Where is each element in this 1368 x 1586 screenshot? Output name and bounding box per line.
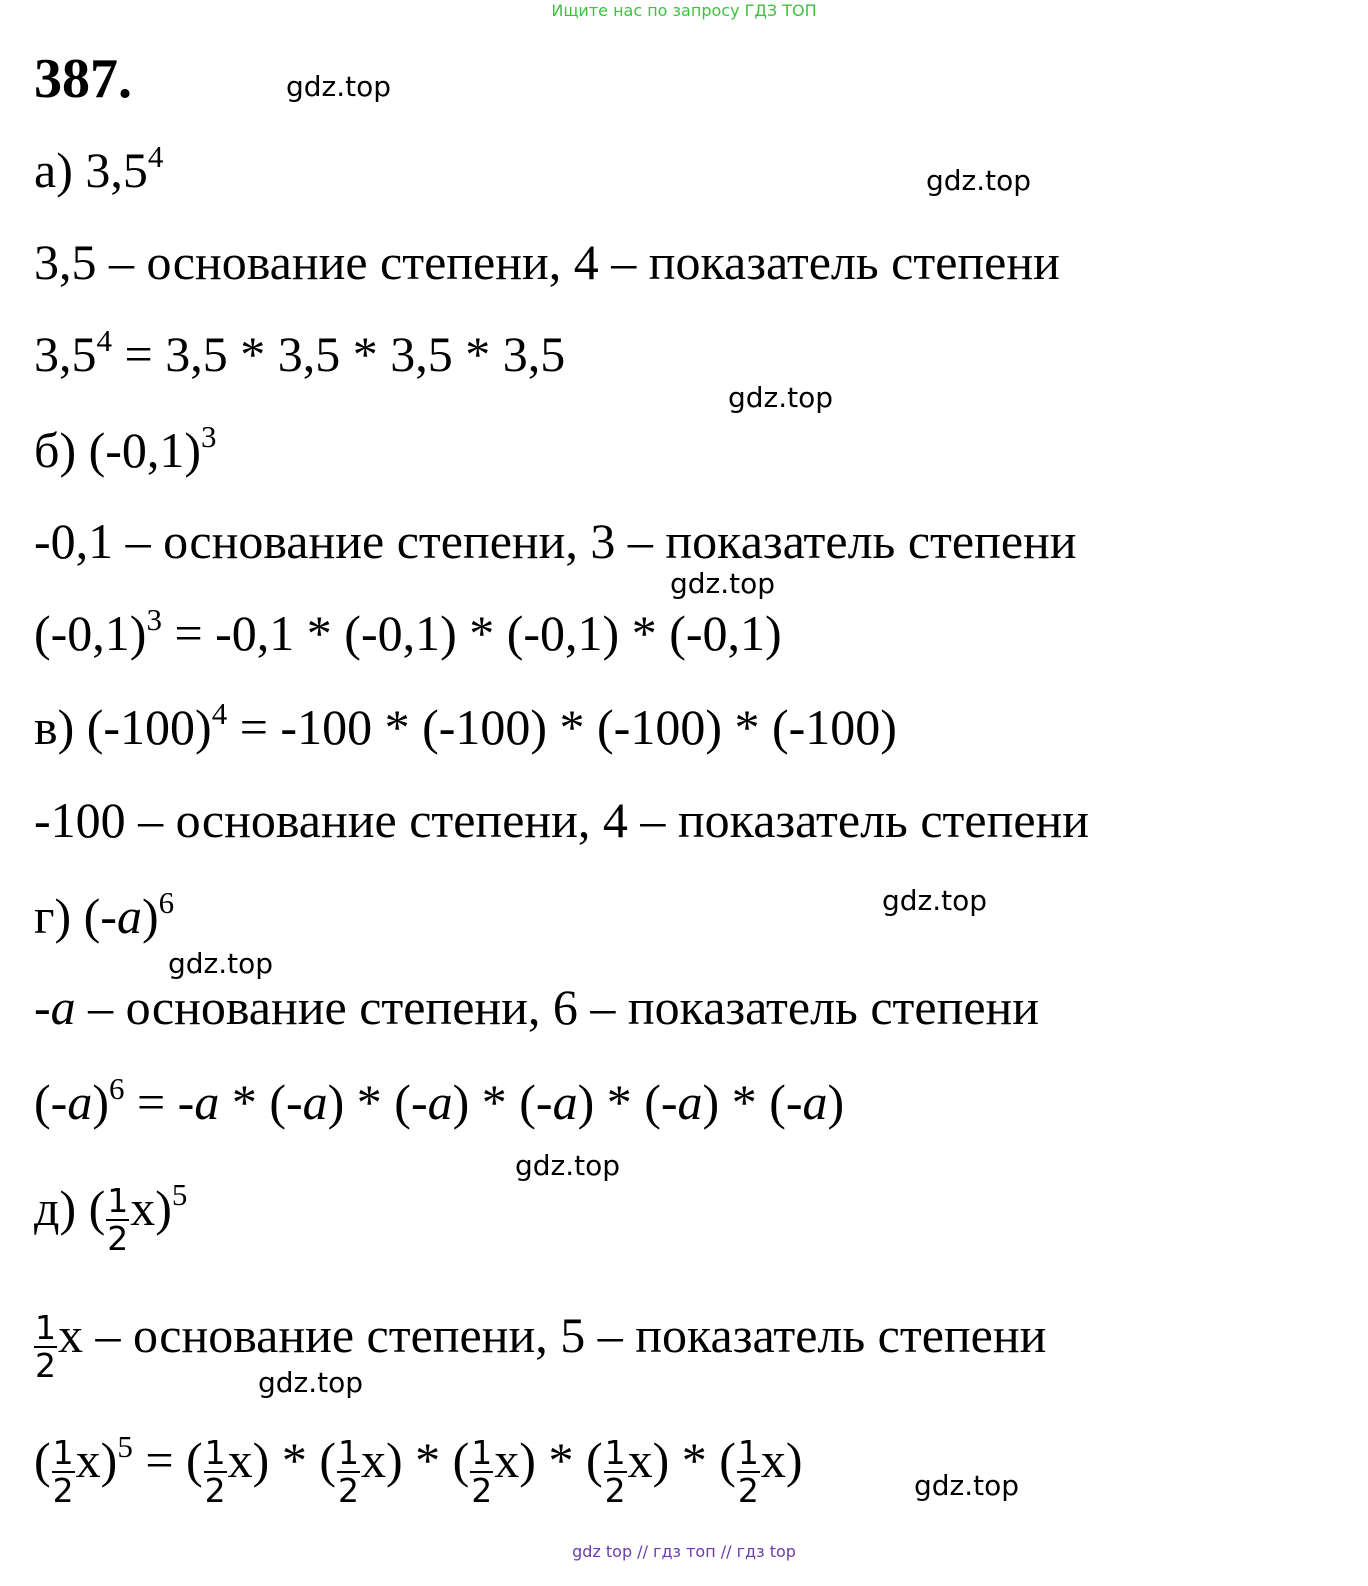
watermark: gdz.top [882,884,988,917]
part-d-expansion: ( $\frac{1}{2}$ x)$^5$ = ( $\frac{1}{2}$ x) * ( $\frac{1}{2}$ x) * ( $\frac{1}{2}$ x) * ( $\frac{1}{2}$ x) * ( $\frac{1}{2}$ x) [34,1429,803,1510]
watermark: gdz.top [286,70,392,103]
fraction-one-half: $\frac{1}{2}$ [35,1307,56,1385]
part-v-description: -100 – основание степени, 4 – показатель степени [34,792,1090,848]
fraction-one-half: $\frac{1}{2}$ [737,1432,759,1510]
part-b-expansion: $(-0,1)^3 = -0,1 * (-0,1) * (-0,1) * (-0,1)$ [34,602,782,661]
part-a-description: 3,5 – основание степени, 4 – показатель степени [34,234,1060,290]
part-a-expansion: $3,5^4 = 3,5 * 3,5 * 3,5 * 3,5$ [34,323,566,382]
part-b-description: -0,1 – основание степени, 3 – показатель степени [34,513,1077,569]
part-d-heading: д) ( $\frac{1}{2}$ x)$^5$ [34,1177,188,1258]
watermark: gdz.top [728,381,834,414]
part-b-heading: б) $(-0,1)^3$ [34,419,217,478]
part-d-description: $\frac{1}{2}$ x – основание степени, 5 – показатель степени [35,1307,1047,1385]
part-g-heading: г) $(-a)^6$ [34,885,175,944]
fraction-one-half: $\frac{1}{2}$ [604,1432,626,1510]
part-a-heading: а) $3,5^4$ [34,139,164,198]
watermark: gdz.top [168,947,274,980]
fraction-one-half: $\frac{1}{2}$ [337,1432,359,1510]
part-v-expansion: в) $(-100)^4 = -100 * (-100) * (-100) * (-100)$ [34,696,897,755]
watermark: gdz.top [914,1469,1020,1502]
part-g-expansion: $(-a)^6 = -a * (-a) * (-a) * (-a) * (-a) * (-a)$ [34,1071,845,1130]
watermark: gdz.top [258,1366,364,1399]
fraction-one-half: $\frac{1}{2}$ [107,1180,129,1258]
part-g-description: -a – основание степени, 6 – показатель степени [34,979,1040,1035]
watermark: gdz.top [926,164,1032,197]
watermark: gdz.top [515,1149,621,1182]
fraction-one-half: $\frac{1}{2}$ [52,1432,74,1510]
task-number: 387. [34,48,132,110]
watermark: gdz.top [670,567,776,600]
fraction-one-half: $\frac{1}{2}$ [471,1432,493,1510]
fraction-one-half: $\frac{1}{2}$ [204,1432,226,1510]
search-banner[interactable]: Ищите нас по запросу ГДЗ ТОП [551,1,817,20]
footer-links[interactable]: gdz top // гдз топ // гдз top [572,1542,796,1561]
